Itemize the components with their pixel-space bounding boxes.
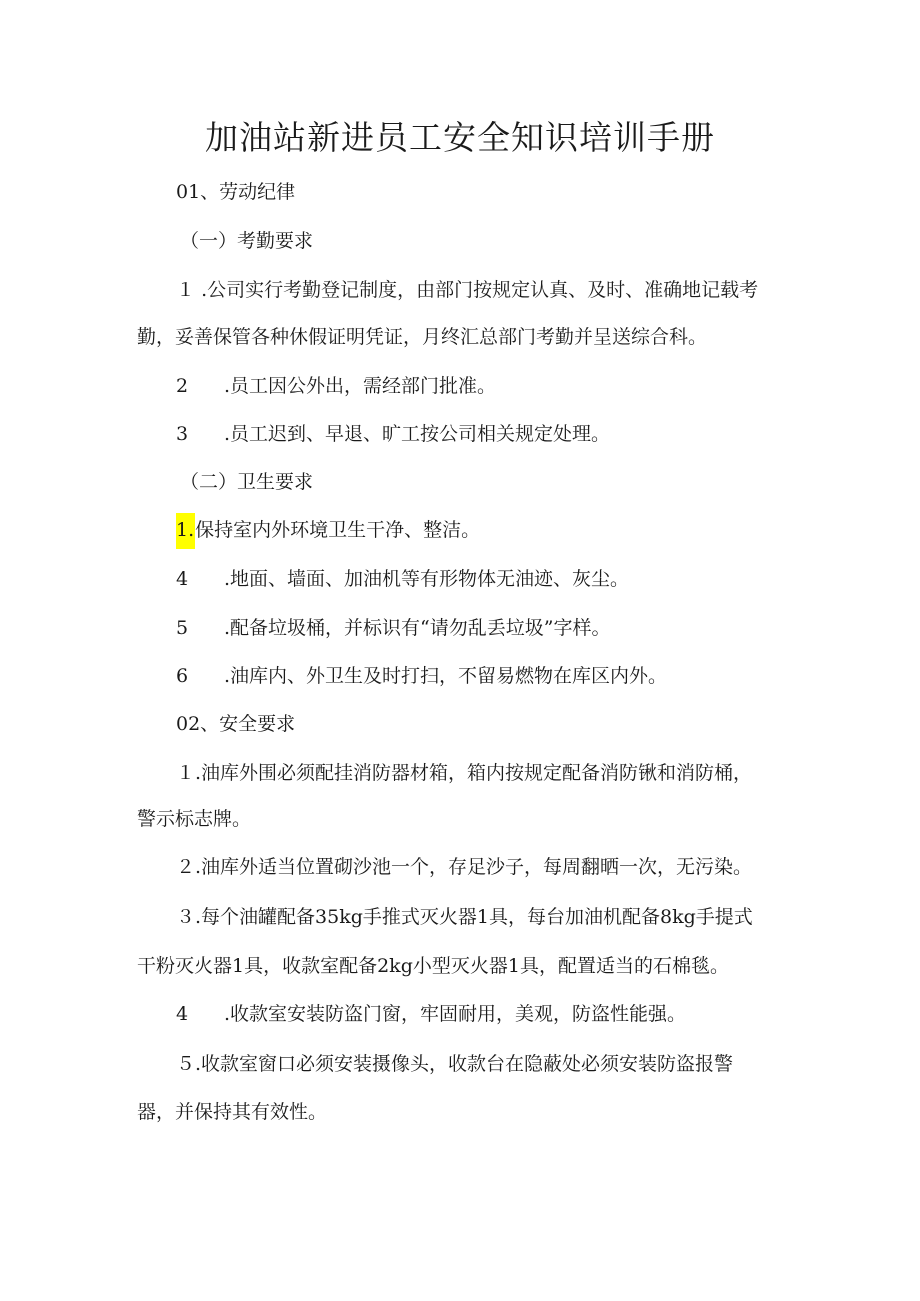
list-item-text: .地面、墙面、加油机等有形物体无油迹、灰尘。 [224, 568, 630, 590]
list-item-number: ５ [176, 1053, 196, 1075]
document-title: 加油站新进员工安全知识培训手册 [205, 118, 715, 157]
list-item-safety-3-cont: 干粉灭火器1具，收款室配备2kg小型灭火器1具，配置适当的石棉毯。 [137, 955, 729, 977]
list-item-hygiene-4 [176, 662, 667, 690]
list-item-text: .油库内、外卫生及时打扫，不留易燃物在库区内外。 [224, 665, 668, 687]
list-item-text: .员工因公外出，需经部门批准。 [224, 375, 497, 397]
list-item-text: .收款室安装防盗门窗，牢固耐用，美观，防盗性能强。 [224, 1003, 687, 1025]
list-item-attendance-2 [176, 372, 496, 400]
list-item-hygiene-1 [176, 516, 480, 544]
list-item-number: 3 [176, 423, 189, 445]
section-heading-safety: 02、安全要求 [176, 713, 296, 735]
list-item-attendance-1-cont: 勤，妥善保管各种休假证明凭证，月终汇总部门考勤并呈送综合科。 [137, 326, 708, 348]
list-item-text: .每个油罐配备35kg手推式灭火器1具，每台加油机配备8kg手提式 [195, 906, 753, 928]
list-item-number: 4 [176, 568, 189, 590]
list-item-text: .收款室窗口必须安装摄像头，收款台在隐蔽处必须安装防盗报警 [195, 1053, 734, 1075]
list-item-number: ３ [176, 906, 196, 928]
list-item-number: １ [176, 279, 196, 301]
list-item-attendance-3 [176, 420, 610, 448]
section-heading-labor-discipline: 01、劳动纪律 [176, 181, 296, 203]
list-item-attendance-1 [176, 276, 758, 304]
list-item-safety-3 [176, 903, 753, 931]
subsection-heading-hygiene: （二）卫生要求 [180, 471, 314, 493]
list-item-text: .油库外围必须配挂消防器材箱，箱内按规定配备消防锹和消防桶， [195, 762, 753, 784]
list-item-number: 5 [176, 617, 189, 639]
list-item-text: 保持室内外环境卫生干净、整洁。 [195, 519, 481, 541]
list-item-safety-4 [176, 1000, 686, 1028]
list-item-safety-1 [176, 759, 752, 787]
list-item-text: .员工迟到、早退、旷工按公司相关规定处理。 [224, 423, 611, 445]
list-item-number: 2 [176, 375, 189, 397]
list-item-number: １ [176, 762, 196, 784]
list-item-safety-5 [176, 1050, 733, 1078]
list-item-number: 6 [176, 665, 189, 687]
list-item-number: 4 [176, 1003, 189, 1025]
list-item-text: .配备垃圾桶，并标识有“请勿乱丢垃圾”字样。 [224, 617, 611, 639]
list-item-number: ２ [176, 856, 196, 878]
list-item-safety-5-cont: 器，并保持其有效性。 [137, 1101, 328, 1123]
list-item-safety-2 [176, 853, 752, 881]
list-item-hygiene-2 [176, 565, 629, 593]
list-item-safety-1-cont: 警示标志牌。 [137, 808, 252, 830]
highlighted-list-number: 1. [176, 513, 195, 549]
list-item-text: .公司实行考勤登记制度，由部门按规定认真、及时、准确地记载考 [201, 279, 759, 301]
list-item-hygiene-3 [176, 614, 610, 642]
list-item-text: .油库外适当位置砌沙池一个，存足沙子，每周翻晒一次，无污染。 [195, 856, 753, 878]
subsection-heading-attendance: （一）考勤要求 [180, 230, 314, 252]
